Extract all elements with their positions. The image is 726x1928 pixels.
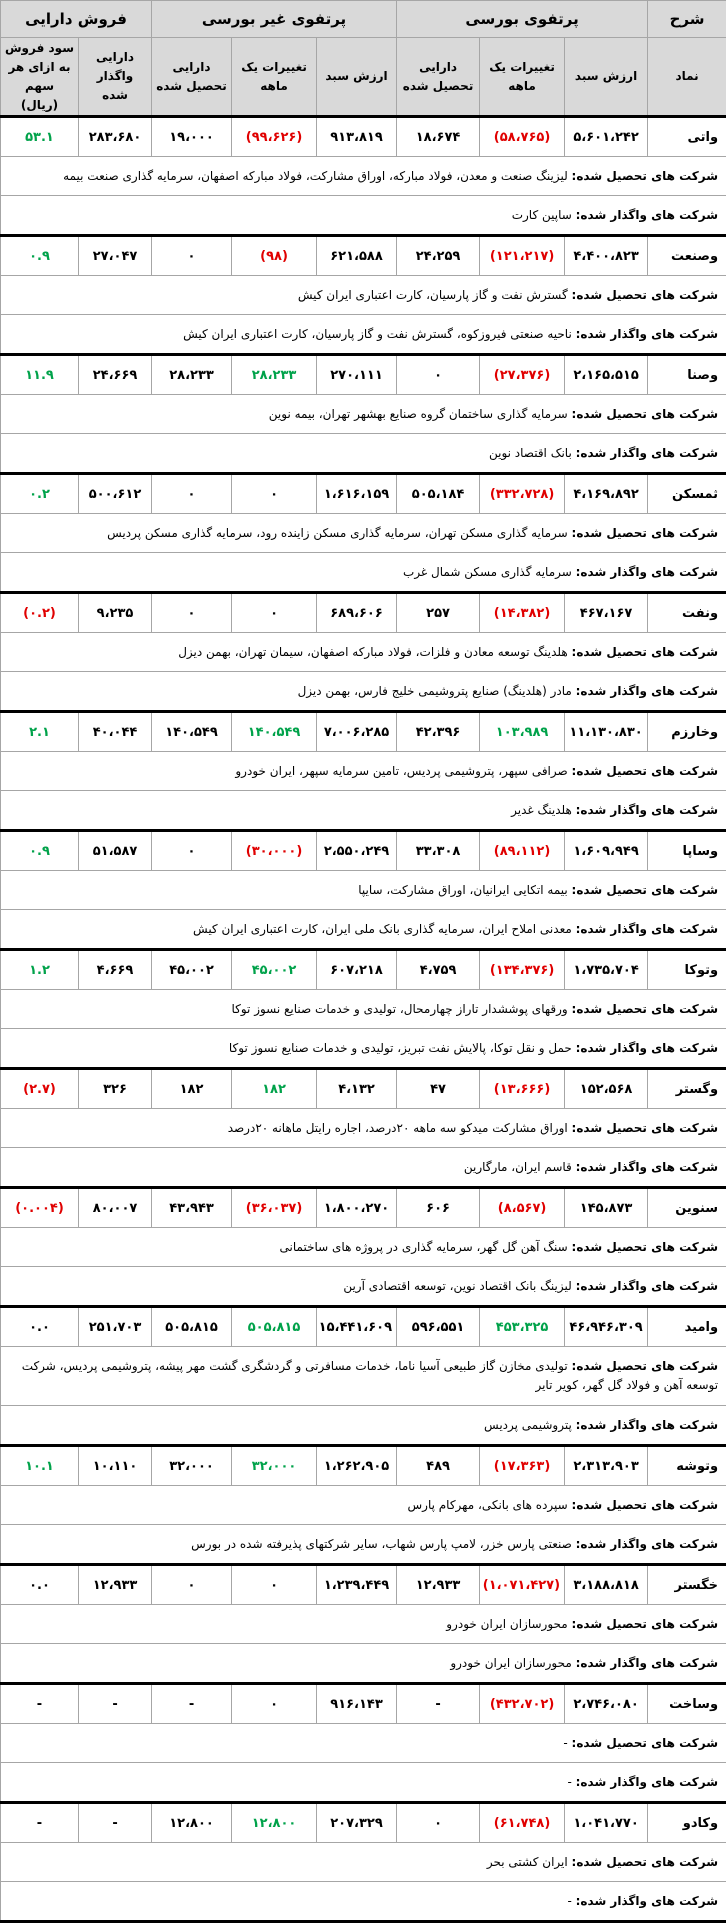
disposed-assets-cell: ۴۰،۰۴۴ [79, 712, 152, 752]
nonbourse-value-cell: ۹۱۳،۸۱۹ [317, 117, 397, 157]
nonbourse-acquired-cell: ۰ [152, 831, 232, 871]
disposed-companies-label: شرکت های واگذار شده: [575, 1655, 719, 1670]
acquired-companies-text: اوراق مشارکت میدکو سه ماهه ۲۰درصد، اجاره رایتل ماهانه ۲۰درصد [227, 1120, 568, 1135]
symbol-cell: وگستر [648, 1069, 726, 1109]
disposed-companies-label: شرکت های واگذار شده: [575, 1774, 719, 1789]
nonbourse-change-cell: ۲۸،۲۳۳ [232, 355, 317, 395]
acquired-companies-label: شرکت های تحصیل شده: [571, 525, 719, 540]
header-nonbourse-portfolio: پرتفوی غیر بورسی [152, 1, 397, 38]
acquired-companies-row [1, 1109, 726, 1148]
acquired-companies-text: سپرده های بانکی، مهرکام پارس [407, 1497, 568, 1512]
nonbourse-acquired-cell: ۱۸۲ [152, 1069, 232, 1109]
sale-profit-cell: ۰.۰ [1, 1565, 79, 1605]
disposed-assets-cell: ۲۷،۰۴۷ [79, 236, 152, 276]
bourse-value-cell: ۴۶۷،۱۶۷ [565, 593, 648, 633]
nonbourse-change-cell: ۰ [232, 593, 317, 633]
table-row [1, 474, 726, 514]
bourse-change-cell: (۴۳۲،۷۰۲) [480, 1684, 565, 1724]
symbol-cell: وکادو [648, 1803, 726, 1843]
nonbourse-change-cell: ۴۵،۰۰۲ [232, 950, 317, 990]
nonbourse-value-cell: ۱،۲۶۲،۹۰۵ [317, 1446, 397, 1486]
disposed-companies-label: شرکت های واگذار شده: [575, 683, 719, 698]
table-row [1, 712, 726, 752]
table-row [1, 593, 726, 633]
header-bourse-portfolio: پرتفوی بورسی [397, 1, 648, 38]
header-sharh: شرح [648, 1, 726, 38]
acquired-companies-row [1, 1486, 726, 1525]
header-basket-value: ارزش سبد [565, 38, 648, 117]
disposed-companies-label: شرکت های واگذار شده: [575, 326, 719, 341]
bourse-acquired-cell: ۴،۷۵۹ [397, 950, 480, 990]
nonbourse-change-cell: ۱۲،۸۰۰ [232, 1803, 317, 1843]
sale-profit-cell: ۱.۲ [1, 950, 79, 990]
disposed-assets-cell: ۵۱،۵۸۷ [79, 831, 152, 871]
disposed-companies-label: شرکت های واگذار شده: [575, 1278, 719, 1293]
acquired-companies-text: محورسازان ایران خودرو [446, 1616, 568, 1631]
disposed-companies-text: محورسازان ایران خودرو [450, 1655, 572, 1670]
acquired-companies-label: شرکت های تحصیل شده: [571, 406, 719, 421]
disposed-companies-label: شرکت های واگذار شده: [575, 921, 719, 936]
acquired-companies-row [1, 395, 726, 434]
disposed-assets-cell: - [79, 1803, 152, 1843]
sale-profit-cell: ۲.۱ [1, 712, 79, 752]
nonbourse-change-cell: (۳۶،۰۳۷) [232, 1188, 317, 1228]
disposed-assets-cell: ۴،۶۶۹ [79, 950, 152, 990]
acquired-companies-row [1, 1843, 726, 1882]
header-acquired-assets: دارایی تحصیل شده [152, 38, 232, 117]
nonbourse-value-cell: ۱،۶۱۶،۱۵۹ [317, 474, 397, 514]
table-row [1, 831, 726, 871]
nonbourse-change-cell: ۰ [232, 1684, 317, 1724]
acquired-companies-label: شرکت های تحصیل شده: [571, 168, 719, 183]
bourse-value-cell: ۱۵۲،۵۶۸ [565, 1069, 648, 1109]
disposed-companies-row [1, 1148, 726, 1188]
sale-profit-cell: ۰.۲ [1, 474, 79, 514]
nonbourse-acquired-cell: ۱۴۰،۵۴۹ [152, 712, 232, 752]
bourse-acquired-cell: ۵۹۶،۵۵۱ [397, 1307, 480, 1347]
disposed-companies-text: - [567, 1893, 572, 1908]
bourse-change-cell: ۱۰۳،۹۸۹ [480, 712, 565, 752]
nonbourse-acquired-cell: ۱۲،۸۰۰ [152, 1803, 232, 1843]
sale-profit-cell: - [1, 1684, 79, 1724]
nonbourse-change-cell: ۱۴۰،۵۴۹ [232, 712, 317, 752]
disposed-companies-label: شرکت های واگذار شده: [575, 1893, 719, 1908]
acquired-companies-row [1, 871, 726, 910]
bourse-value-cell: ۲،۱۶۵،۵۱۵ [565, 355, 648, 395]
header-asset-sale: فروش دارایی [1, 1, 152, 38]
symbol-cell: وساپا [648, 831, 726, 871]
acquired-companies-label: شرکت های تحصیل شده: [571, 1854, 719, 1869]
disposed-assets-cell: ۲۴،۶۶۹ [79, 355, 152, 395]
disposed-assets-cell: ۸۰،۰۰۷ [79, 1188, 152, 1228]
disposed-companies-row [1, 1644, 726, 1684]
disposed-companies-row [1, 1029, 726, 1069]
acquired-companies-row [1, 1228, 726, 1267]
disposed-companies-row [1, 315, 726, 355]
nonbourse-value-cell: ۱،۸۰۰،۲۷۰ [317, 1188, 397, 1228]
nonbourse-acquired-cell: ۴۳،۹۴۳ [152, 1188, 232, 1228]
nonbourse-acquired-cell: ۰ [152, 1565, 232, 1605]
acquired-companies-label: شرکت های تحصیل شده: [571, 1497, 719, 1512]
nonbourse-acquired-cell: ۱۹،۰۰۰ [152, 117, 232, 157]
table-row [1, 1684, 726, 1724]
bourse-value-cell: ۲،۷۴۶،۰۸۰ [565, 1684, 648, 1724]
disposed-companies-label: شرکت های واگذار شده: [575, 207, 719, 222]
disposed-assets-cell: ۲۵۱،۷۰۳ [79, 1307, 152, 1347]
disposed-companies-text: قاسم ایران، مارگارین [463, 1159, 572, 1174]
bourse-acquired-cell: ۴۸۹ [397, 1446, 480, 1486]
disposed-companies-row [1, 1406, 726, 1446]
symbol-cell: وامید [648, 1307, 726, 1347]
nonbourse-acquired-cell: ۰ [152, 236, 232, 276]
acquired-companies-row [1, 752, 726, 791]
disposed-assets-cell: - [79, 1684, 152, 1724]
bourse-value-cell: ۵،۶۰۱،۲۴۲ [565, 117, 648, 157]
bourse-acquired-cell: ۶۰۶ [397, 1188, 480, 1228]
disposed-companies-row [1, 1763, 726, 1803]
acquired-companies-row [1, 1347, 726, 1406]
sale-profit-cell: - [1, 1803, 79, 1843]
nonbourse-acquired-cell: - [152, 1684, 232, 1724]
disposed-companies-label: شرکت های واگذار شده: [575, 564, 719, 579]
nonbourse-change-cell: (۳۰،۰۰۰) [232, 831, 317, 871]
table-row [1, 1565, 726, 1605]
disposed-companies-text: لیزینگ بانک اقتصاد نوین، توسعه اقتصادی آرین [343, 1278, 572, 1293]
bourse-acquired-cell: ۲۵۷ [397, 593, 480, 633]
acquired-companies-label: شرکت های تحصیل شده: [571, 1239, 719, 1254]
bourse-acquired-cell: ۰ [397, 1803, 480, 1843]
disposed-companies-text: پتروشیمی پردیس [484, 1417, 572, 1432]
acquired-companies-label: شرکت های تحصیل شده: [571, 763, 719, 778]
nonbourse-value-cell: ۶۸۹،۶۰۶ [317, 593, 397, 633]
bourse-change-cell: (۶۱،۷۴۸) [480, 1803, 565, 1843]
nonbourse-value-cell: ۶۰۷،۲۱۸ [317, 950, 397, 990]
acquired-companies-text: - [563, 1735, 568, 1750]
table-row [1, 1307, 726, 1347]
bourse-value-cell: ۱،۰۴۱،۷۷۰ [565, 1803, 648, 1843]
acquired-companies-row [1, 1724, 726, 1763]
bourse-value-cell: ۴،۴۰۰،۸۲۳ [565, 236, 648, 276]
acquired-companies-label: شرکت های تحصیل شده: [571, 1735, 719, 1750]
nonbourse-acquired-cell: ۰ [152, 593, 232, 633]
disposed-companies-text: بانک اقتصاد نوین [488, 445, 572, 460]
nonbourse-value-cell: ۲۷۰،۱۱۱ [317, 355, 397, 395]
table-row [1, 1803, 726, 1843]
disposed-companies-label: شرکت های واگذار شده: [575, 1536, 719, 1551]
bourse-value-cell: ۱،۷۳۵،۷۰۴ [565, 950, 648, 990]
acquired-companies-text: لیزینگ صنعت و معدن، فولاد مبارکه، اوراق مشارکت، فولاد مبارکه اصفهان، سرمایه گذاری صنعت بیمه [63, 168, 568, 183]
nonbourse-change-cell: (۹۹،۶۲۶) [232, 117, 317, 157]
table-row [1, 117, 726, 157]
disposed-companies-text: حمل و نقل توکا، پالایش نفت تبریز، تولیدی و خدمات صنایع نسوز توکا [228, 1040, 572, 1055]
nonbourse-value-cell: ۹۱۶،۱۴۳ [317, 1684, 397, 1724]
disposed-companies-row [1, 553, 726, 593]
table-row [1, 1069, 726, 1109]
sale-profit-cell: ۱۱.۹ [1, 355, 79, 395]
nonbourse-change-cell: ۳۲،۰۰۰ [232, 1446, 317, 1486]
bourse-change-cell: (۳۳۲،۷۲۸) [480, 474, 565, 514]
acquired-companies-label: شرکت های تحصیل شده: [571, 287, 719, 302]
acquired-companies-row [1, 990, 726, 1029]
header-symbol: نماد [648, 38, 726, 117]
bourse-change-cell: (۱۳،۶۶۶) [480, 1069, 565, 1109]
bourse-acquired-cell: ۳۳،۳۰۸ [397, 831, 480, 871]
nonbourse-value-cell: ۲۰۷،۳۲۹ [317, 1803, 397, 1843]
nonbourse-change-cell: ۵۰۵،۸۱۵ [232, 1307, 317, 1347]
disposed-companies-text: معدنی املاح ایران، سرمایه گذاری بانک ملی ایران، کارت اعتباری ایران کیش [193, 921, 572, 936]
header-acquired-assets: دارایی تحصیل شده [397, 38, 480, 117]
bourse-acquired-cell: ۴۲،۳۹۶ [397, 712, 480, 752]
acquired-companies-text: صرافی سپهر، پتروشیمی پردیس، تامین سرمایه سپهر، ایران خودرو [235, 763, 568, 778]
bourse-acquired-cell: ۱۸،۶۷۴ [397, 117, 480, 157]
disposed-companies-row [1, 1882, 726, 1922]
disposed-companies-row [1, 910, 726, 950]
nonbourse-acquired-cell: ۳۲،۰۰۰ [152, 1446, 232, 1486]
acquired-companies-row [1, 1605, 726, 1644]
bourse-value-cell: ۲،۳۱۳،۹۰۳ [565, 1446, 648, 1486]
acquired-companies-text: سرمایه گذاری ساختمان گروه صنایع بهشهر تهران، بیمه نوین [268, 406, 568, 421]
table-row [1, 355, 726, 395]
bourse-value-cell: ۳،۱۸۸،۸۱۸ [565, 1565, 648, 1605]
bourse-value-cell: ۱،۶۰۹،۹۴۹ [565, 831, 648, 871]
acquired-companies-label: شرکت های تحصیل شده: [571, 1359, 719, 1373]
sale-profit-cell: ۰.۹ [1, 236, 79, 276]
acquired-companies-text: بیمه اتکایی ایرانیان، اوراق مشارکت، سایپا [358, 882, 568, 897]
nonbourse-change-cell: ۱۸۲ [232, 1069, 317, 1109]
symbol-cell: وتوشه [648, 1446, 726, 1486]
nonbourse-value-cell: ۱،۲۳۹،۴۴۹ [317, 1565, 397, 1605]
disposed-assets-cell: ۱۲،۹۳۳ [79, 1565, 152, 1605]
table-row [1, 1188, 726, 1228]
disposed-companies-text: - [567, 1774, 572, 1789]
nonbourse-change-cell: ۰ [232, 1565, 317, 1605]
disposed-assets-cell: ۹،۲۳۵ [79, 593, 152, 633]
bourse-change-cell: (۱۴،۳۸۲) [480, 593, 565, 633]
symbol-cell: وتوکا [648, 950, 726, 990]
symbol-cell: ونفت [648, 593, 726, 633]
disposed-companies-label: شرکت های واگذار شده: [575, 445, 719, 460]
header-sale-profit-per-share: سود فروش به ازای هر سهم (ریال) [1, 38, 79, 117]
disposed-assets-cell: ۳۲۶ [79, 1069, 152, 1109]
bourse-change-cell: (۸،۵۶۷) [480, 1188, 565, 1228]
nonbourse-acquired-cell: ۲۸،۲۳۳ [152, 355, 232, 395]
bourse-acquired-cell: ۱۲،۹۳۳ [397, 1565, 480, 1605]
sale-profit-cell: ۱۰.۱ [1, 1446, 79, 1486]
nonbourse-value-cell: ۷،۰۰۶،۲۸۵ [317, 712, 397, 752]
nonbourse-acquired-cell: ۰ [152, 474, 232, 514]
bourse-acquired-cell: ۴۷ [397, 1069, 480, 1109]
disposed-companies-text: هلدینگ غدیر [511, 802, 572, 817]
acquired-companies-text: هلدینگ توسعه معادن و فلزات، فولاد مبارکه اصفهان، سیمان تهران، بهمن دیزل [178, 644, 568, 659]
bourse-acquired-cell: ۲۴،۲۵۹ [397, 236, 480, 276]
symbol-cell: واتی [648, 117, 726, 157]
disposed-companies-text: ساپین کارت [511, 207, 572, 222]
nonbourse-value-cell: ۴،۱۳۲ [317, 1069, 397, 1109]
acquired-companies-row [1, 276, 726, 315]
disposed-companies-text: مادر (هلدینگ) صنایع پتروشیمی خلیج فارس، بهمن دیزل [297, 683, 572, 698]
table-row [1, 236, 726, 276]
nonbourse-acquired-cell: ۴۵،۰۰۲ [152, 950, 232, 990]
acquired-companies-label: شرکت های تحصیل شده: [571, 1001, 719, 1016]
nonbourse-change-cell: (۹۸) [232, 236, 317, 276]
disposed-assets-cell: ۲۸۳،۶۸۰ [79, 117, 152, 157]
disposed-assets-cell: ۵۰۰،۶۱۲ [79, 474, 152, 514]
nonbourse-value-cell: ۱۵،۴۴۱،۶۰۹ [317, 1307, 397, 1347]
acquired-companies-row [1, 514, 726, 553]
bourse-value-cell: ۴،۱۶۹،۸۹۲ [565, 474, 648, 514]
acquired-companies-row [1, 633, 726, 672]
disposed-companies-text: سرمایه گذاری مسکن شمال غرب [403, 564, 572, 579]
nonbourse-acquired-cell: ۵۰۵،۸۱۵ [152, 1307, 232, 1347]
acquired-companies-text: سنگ آهن گل گهر، سرمایه گذاری در پروژه های ساختمانی [279, 1239, 568, 1254]
symbol-cell: ثمسکن [648, 474, 726, 514]
bourse-value-cell: ۱۴۵،۸۷۳ [565, 1188, 648, 1228]
header-disposed-assets: دارایی واگذار شده [79, 38, 152, 117]
disposed-companies-row [1, 1267, 726, 1307]
acquired-companies-label: شرکت های تحصیل شده: [571, 644, 719, 659]
acquired-companies-text: تولیدی مخازن گاز طبیعی آسیا ناما، خدمات مسافرتی و گردشگری گشت مهر پیشه، پتروشیمی پردیس، شرکت توسعه آهن و فولاد گل گهر، کویر تایر [21, 1359, 719, 1392]
disposed-companies-row [1, 672, 726, 712]
nonbourse-value-cell: ۲،۵۵۰،۲۴۹ [317, 831, 397, 871]
disposed-companies-row [1, 791, 726, 831]
sale-profit-cell: ۰.۰ [1, 1307, 79, 1347]
acquired-companies-text: ایران کشتی بحر [486, 1854, 568, 1869]
header-monthly-change: تغییرات یک ماهه [232, 38, 317, 117]
disposed-assets-cell: ۱۰،۱۱۰ [79, 1446, 152, 1486]
acquired-companies-label: شرکت های تحصیل شده: [571, 1120, 719, 1135]
disposed-companies-label: شرکت های واگذار شده: [575, 1417, 719, 1432]
disposed-companies-text: ناحیه صنعتی فیروزکوه، گسترش نفت و گاز پارسیان، کارت اعتباری ایران کیش [183, 326, 572, 341]
nonbourse-value-cell: ۶۲۱،۵۸۸ [317, 236, 397, 276]
table-row [1, 1446, 726, 1486]
bourse-change-cell: (۸۹،۱۱۲) [480, 831, 565, 871]
bourse-acquired-cell: ۵۰۵،۱۸۴ [397, 474, 480, 514]
disposed-companies-row [1, 196, 726, 236]
symbol-cell: وساخت [648, 1684, 726, 1724]
acquired-companies-label: شرکت های تحصیل شده: [571, 882, 719, 897]
bourse-change-cell: ۴۵۳،۳۲۵ [480, 1307, 565, 1347]
table-body [1, 117, 726, 1922]
sale-profit-cell: ۵۳.۱ [1, 117, 79, 157]
disposed-companies-label: شرکت های واگذار شده: [575, 1159, 719, 1174]
sale-profit-cell: (۰.۲) [1, 593, 79, 633]
nonbourse-change-cell: ۰ [232, 474, 317, 514]
bourse-value-cell: ۴۶،۹۴۶،۳۰۹ [565, 1307, 648, 1347]
sale-profit-cell: ۰.۹ [1, 831, 79, 871]
sale-profit-cell: (۲.۷) [1, 1069, 79, 1109]
bourse-acquired-cell: ۰ [397, 355, 480, 395]
bourse-change-cell: (۱۳۴،۳۷۶) [480, 950, 565, 990]
disposed-companies-text: صنعتی پارس خزر، لامپ پارس شهاب، سایر شرکتهای پذیرفته شده در بورس [191, 1536, 572, 1551]
disposed-companies-row [1, 1525, 726, 1565]
acquired-companies-row [1, 157, 726, 196]
symbol-cell: وصنعت [648, 236, 726, 276]
symbol-cell: وصنا [648, 355, 726, 395]
header-basket-value: ارزش سبد [317, 38, 397, 117]
disposed-companies-label: شرکت های واگذار شده: [575, 1040, 719, 1055]
disposed-companies-row [1, 434, 726, 474]
sale-profit-cell: (۰.۰۰۴) [1, 1188, 79, 1228]
acquired-companies-text: سرمایه گذاری مسکن تهران، سرمایه گذاری مسکن زاینده رود، سرمایه گذاری مسکن پردیس [107, 525, 568, 540]
symbol-cell: سنوین [648, 1188, 726, 1228]
bourse-acquired-cell: - [397, 1684, 480, 1724]
bourse-change-cell: (۱۷،۳۶۳) [480, 1446, 565, 1486]
bourse-change-cell: (۵۸،۷۶۵) [480, 117, 565, 157]
symbol-cell: خگستر [648, 1565, 726, 1605]
bourse-change-cell: (۲۷،۳۷۶) [480, 355, 565, 395]
acquired-companies-text: ورقهای پوششدار تاراز چهارمحال، تولیدی و خدمات صنایع نسوز توکا [231, 1001, 568, 1016]
table-row [1, 950, 726, 990]
bourse-change-cell: (۱،۰۷۱،۴۲۷) [480, 1565, 565, 1605]
header-monthly-change: تغییرات یک ماهه [480, 38, 565, 117]
acquired-companies-label: شرکت های تحصیل شده: [571, 1616, 719, 1631]
disposed-companies-label: شرکت های واگذار شده: [575, 802, 719, 817]
acquired-companies-text: گسترش نفت و گاز پارسیان، کارت اعتباری ایران کیش [297, 287, 568, 302]
symbol-cell: وخارزم [648, 712, 726, 752]
bourse-change-cell: (۱۲۱،۲۱۷) [480, 236, 565, 276]
bourse-value-cell: ۱۱،۱۳۰،۸۳۰ [565, 712, 648, 752]
